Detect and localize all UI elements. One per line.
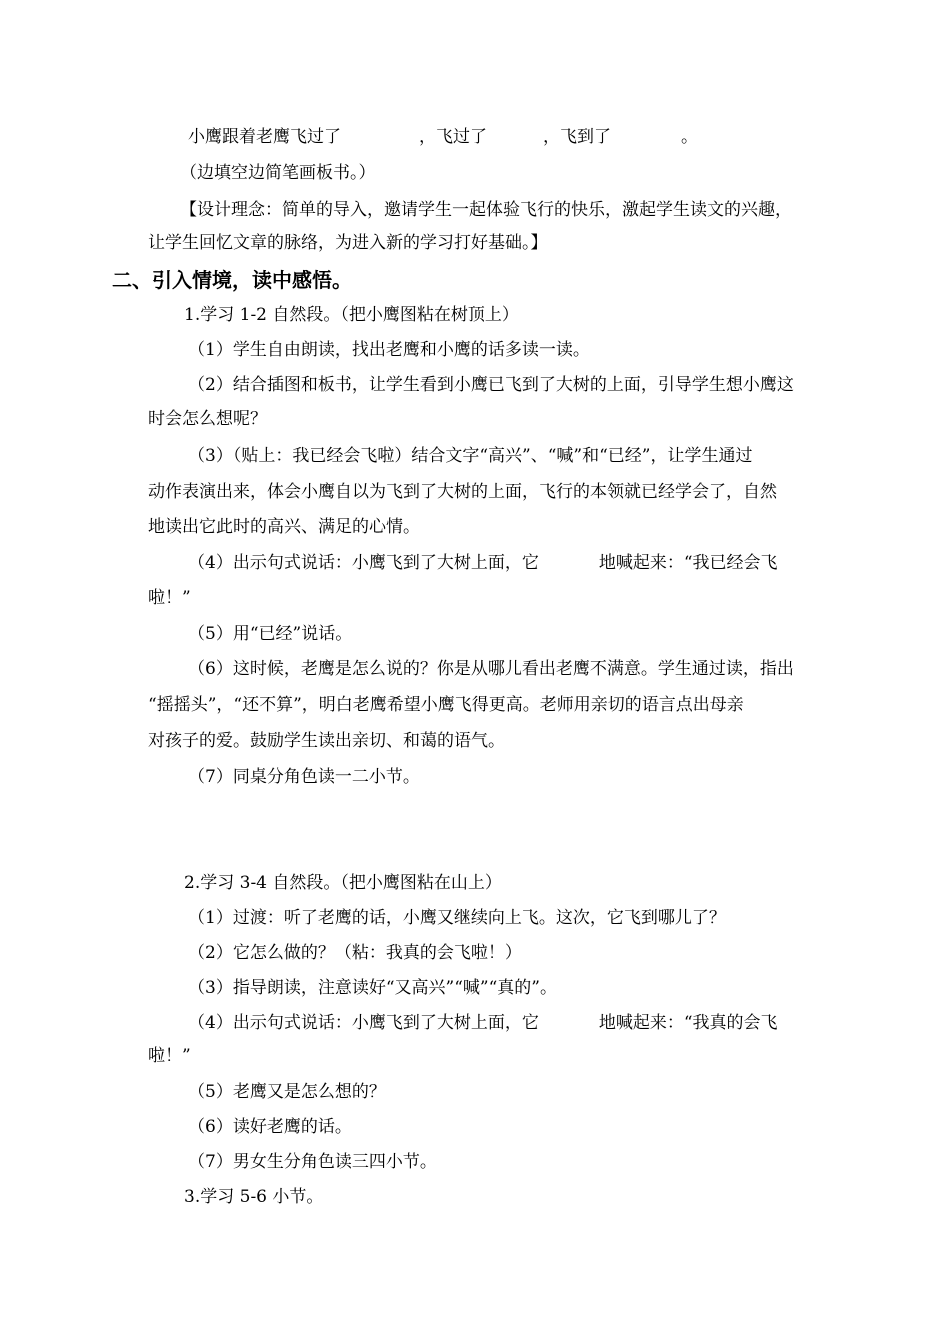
step-4-prompt: （4）出示句式说话：小鹰飞到了大树上面，它 (188, 1013, 539, 1033)
part1-step-6-line-1: （6）这时候，老鹰是怎么说的？你是从哪儿看出老鹰不满意。学生通过读，指出 (188, 659, 794, 679)
part1-step-5: （5）用“已经”说话。 (188, 624, 353, 644)
fill-mid-2: ，飞到了 (543, 127, 611, 147)
part2-step-2: （2）它怎么做的？（粘：我真的会飞啦！） (188, 943, 522, 963)
part1-step-6-line-3: 对孩子的爱。鼓励学生读出亲切、和蔼的语气。 (148, 731, 505, 751)
board-note: （边填空边简笔画板书。） (180, 163, 376, 183)
part2-step-5: （5）老鹰又是怎么想的？ (188, 1082, 386, 1102)
design-concept-line-2: 让学生回忆文章的脉络，为进入新的学习打好基础。】 (148, 233, 548, 253)
part3-title: 3.学习 5-6 小节。 (184, 1187, 324, 1207)
step-4-prompt: （4）出示句式说话：小鹰飞到了大树上面，它 (188, 553, 539, 573)
fill-end: 。 (681, 127, 698, 147)
part1-title: 1.学习 1-2 自然段。（把小鹰图粘在树顶上） (184, 305, 519, 325)
part2-step-6: （6）读好老鹰的话。 (188, 1117, 352, 1137)
step-4-quote: 地喊起来：“我已经会飞 (598, 553, 778, 573)
part2-step-3: （3）指导朗读，注意读好“又高兴”“喊”“真的”。 (188, 978, 557, 998)
part1-step-7: （7）同桌分角色读一二小节。 (188, 767, 420, 787)
part1-step-2-line-1: （2）结合插图和板书，让学生看到小鹰已飞到了大树的上面，引导学生想小鹰这 (188, 375, 794, 395)
design-concept-line-1: 【设计理念：简单的导入，邀请学生一起体验飞行的快乐，激起学生读文的兴趣， (180, 200, 792, 220)
fill-in-sentence (188, 126, 698, 148)
part1-step-2-line-2: 时会怎么想呢？ (148, 409, 267, 429)
part1-step-3-line-2: 动作表演出来，体会小鹰自以为飞到了大树的上面，飞行的本领就已经学会了，自然 (148, 482, 777, 502)
part2-step-4-line-2: 啦！” (148, 1046, 191, 1066)
part2-step-4-line-1 (188, 1012, 778, 1034)
part1-step-1: （1）学生自由朗读，找出老鹰和小鹰的话多读一读。 (188, 340, 590, 360)
fill-prefix: 小鹰跟着老鹰飞过了 (188, 127, 341, 147)
part2-title: 2.学习 3-4 自然段。（把小鹰图粘在山上） (184, 873, 502, 893)
part2-step-1: （1）过渡：听了老鹰的话，小鹰又继续向上飞。这次，它飞到哪儿了？ (188, 908, 726, 928)
step-4-quote: 地喊起来：“我真的会飞 (598, 1013, 778, 1033)
fill-mid-1: ，飞过了 (419, 127, 487, 147)
part1-step-4-line-1 (188, 552, 778, 574)
part1-step-6-line-2: “摇摇头”，“还不算”，明白老鹰希望小鹰飞得更高。老师用亲切的语言点出母亲 (148, 695, 744, 715)
part2-step-7: （7）男女生分角色读三四小节。 (188, 1152, 437, 1172)
part1-step-3-line-1: （3）（贴上：我已经会飞啦）结合文字“高兴”、“喊”和“已经”，让学生通过 (188, 446, 753, 466)
part1-step-4-line-2: 啦！” (148, 588, 191, 608)
part1-step-3-line-3: 地读出它此时的高兴、满足的心情。 (148, 517, 420, 537)
section-heading: 二、引入情境，读中感悟。 (112, 268, 352, 292)
